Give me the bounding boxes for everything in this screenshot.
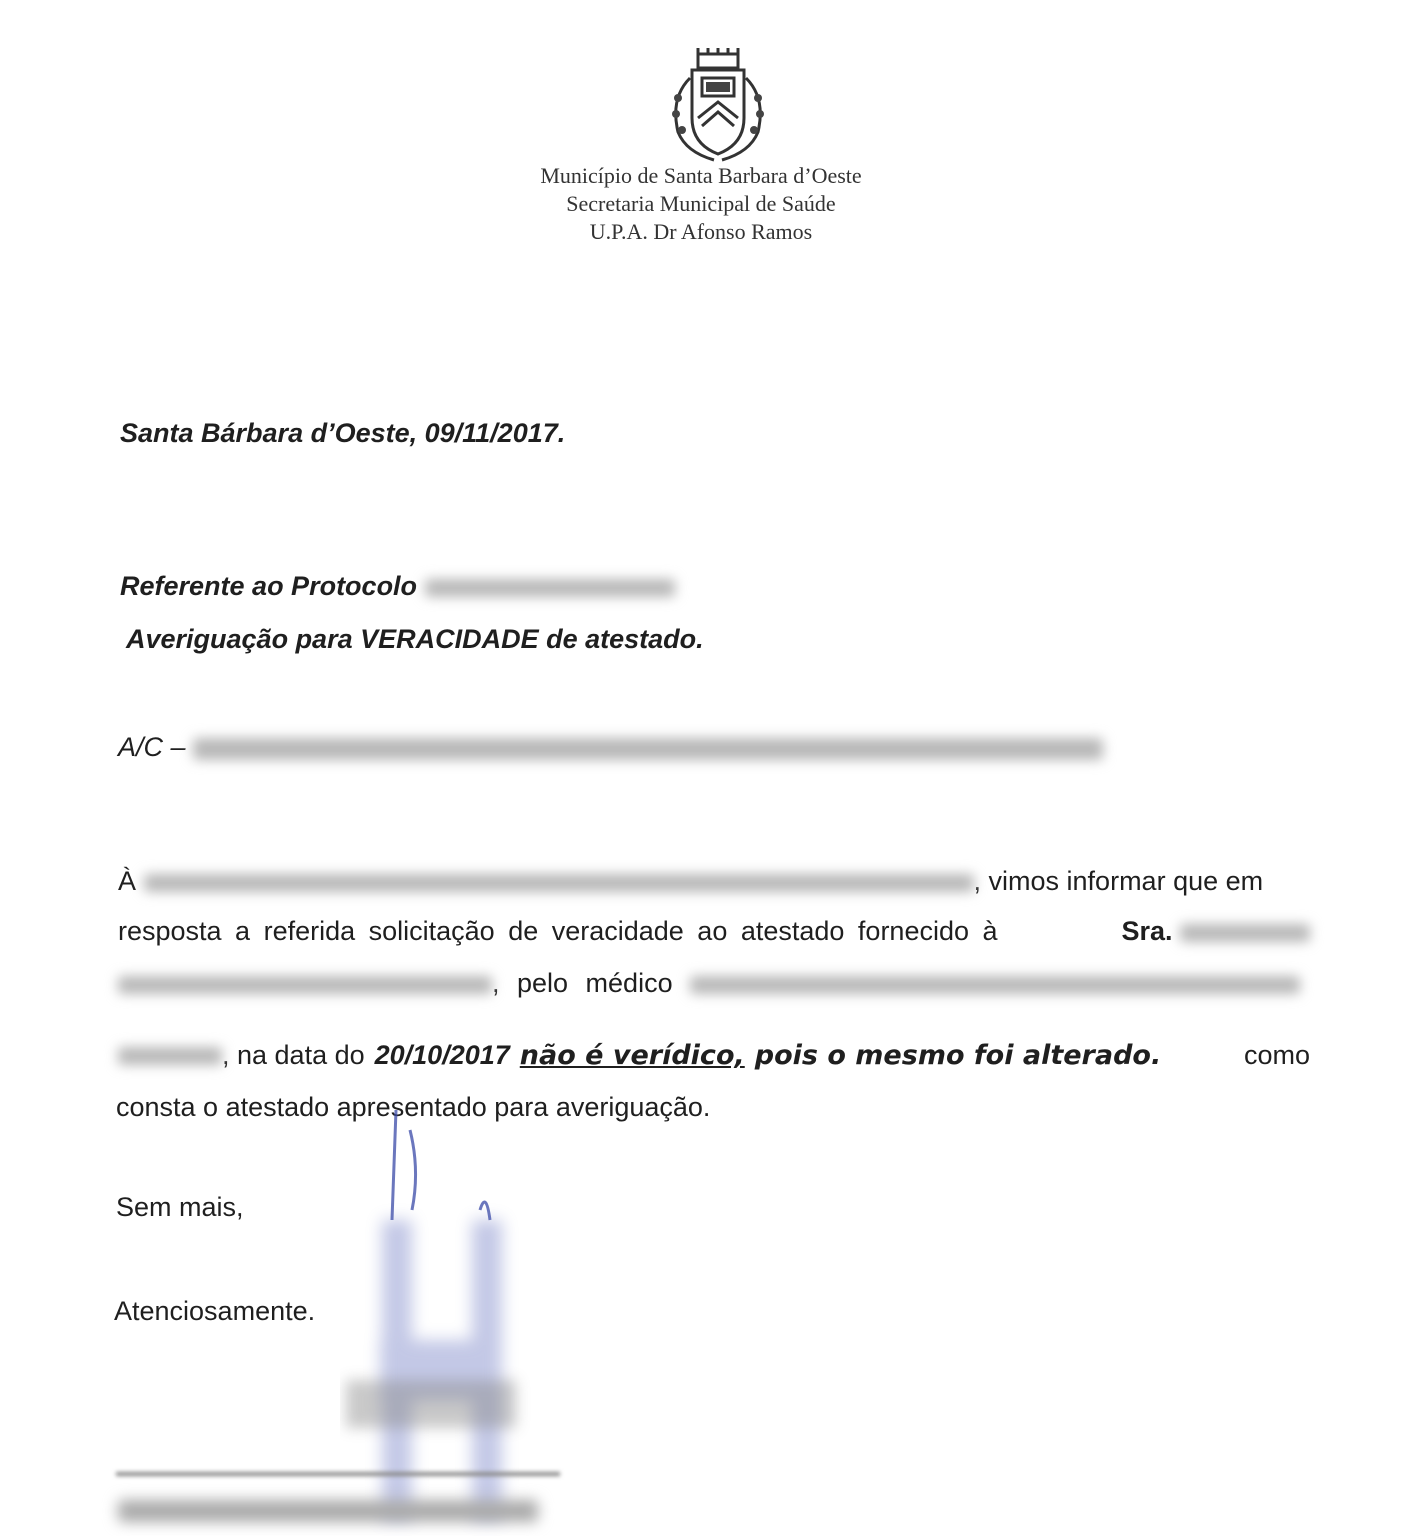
body-text: como: [1243, 1040, 1310, 1070]
body-line-1: [118, 856, 1310, 906]
body-text: , na data do: [222, 1040, 365, 1070]
body-text-date: 20/10/2017: [374, 1040, 510, 1070]
redacted-crm-number: [118, 1047, 222, 1065]
body-text-not-veridic: não é verídico,: [519, 1040, 745, 1071]
reference-line: [120, 571, 675, 602]
redacted-signer-name: [118, 1500, 538, 1522]
body-text: , vimos informar que em: [973, 866, 1264, 896]
redacted-protocol-number: [425, 579, 675, 597]
signature-line: [116, 1472, 560, 1476]
body-text: À: [118, 866, 137, 896]
date-line: Santa Bárbara d’Oeste, 09/11/2017.: [120, 418, 566, 448]
redacted-doctor-name: [690, 976, 1300, 994]
body-text: , pelo médico: [492, 968, 673, 998]
redacted-company-name: [144, 874, 974, 892]
body-line-2: [118, 906, 1310, 956]
letterhead-unit: U.P.A. Dr Afonso Ramos: [589, 219, 813, 244]
attention-label: A/C –: [118, 732, 186, 762]
closing-atenciosamente: Atenciosamente.: [114, 1296, 316, 1326]
body-text-altered: pois o mesmo foi alterado.: [754, 1040, 1162, 1071]
redacted-company-name: [193, 738, 1103, 760]
redacted-patient-name: [118, 976, 492, 994]
body-line-4: [118, 1030, 1310, 1081]
municipal-coat-of-arms-icon: [664, 48, 772, 164]
body-text: resposta a referida solicitação de veracidade ao atestado fornecido à: [118, 916, 998, 946]
closing-sem-mais: Sem mais,: [116, 1192, 244, 1222]
body-text-bold: Sra.: [1121, 916, 1173, 946]
body-line-5: consta o atestado apresentado para averiguação.: [116, 1092, 711, 1122]
letterhead-secretariat: Secretaria Municipal de Saúde: [566, 191, 836, 216]
redacted-patient-name: [1180, 924, 1310, 942]
reference-label: Referente ao Protocolo: [120, 571, 418, 601]
body-line-3: [118, 958, 1318, 1008]
letterhead: [0, 162, 1402, 246]
handwritten-signature-icon: [340, 1100, 580, 1536]
subject-line: Averiguação para VERACIDADE de atestado.: [126, 624, 704, 654]
letterhead-municipality: Município de Santa Barbara d’Oeste: [540, 163, 862, 188]
attention-line: [118, 732, 1103, 763]
